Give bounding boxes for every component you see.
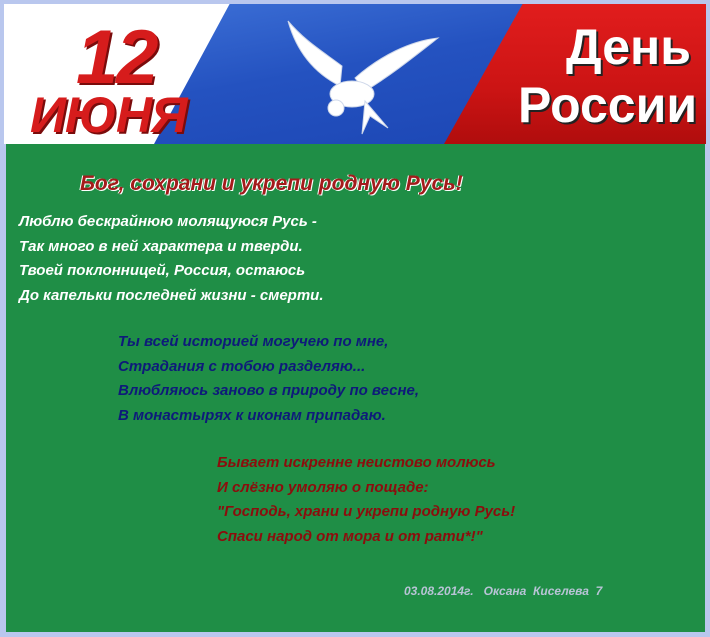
- stanza-1: [19, 210, 324, 308]
- header-banner: [4, 4, 706, 144]
- poem-line: До капельки последней жизни - смерти.: [19, 286, 324, 304]
- holiday-title-line1: День: [566, 19, 691, 75]
- poem-line: "Господь, храни и укрепи родную Русь!: [217, 503, 516, 520]
- stanza-2: [118, 330, 419, 428]
- dove-icon: [270, 16, 440, 141]
- poem-line: Люблю бескрайнюю молящуюся Русь -: [19, 213, 317, 230]
- date-month: ИЮНЯ: [30, 87, 187, 143]
- poem-line: И слёзно умоляю о пощаде:: [217, 478, 429, 496]
- poem-line: Ты всей историей могучею по мне,: [118, 333, 389, 350]
- poem-line: Спаси народ от мора и от рати*!": [217, 527, 483, 545]
- date-number: 12: [76, 15, 157, 100]
- poem-line: Страдания с тобою разделяю...: [118, 357, 366, 375]
- poem-line: Так много в ней характера и тверди.: [19, 237, 303, 255]
- poem-line: Твоей поклонницей, Россия, остаюсь: [19, 262, 306, 279]
- poem-heading: Бог, сохрани и укрепи родную Русь!: [80, 172, 463, 195]
- author-signature: 03.08.2014г. Оксана Киселева 7: [404, 584, 603, 598]
- poem-line: Бывает искренне неистово молюсь: [217, 454, 496, 471]
- poem-line: Влюбляюсь заново в природу по весне,: [118, 382, 420, 399]
- poem-line: В монастырях к иконам припадаю.: [118, 406, 386, 424]
- holiday-title-line2: России: [518, 77, 698, 133]
- stanza-3: [217, 451, 515, 549]
